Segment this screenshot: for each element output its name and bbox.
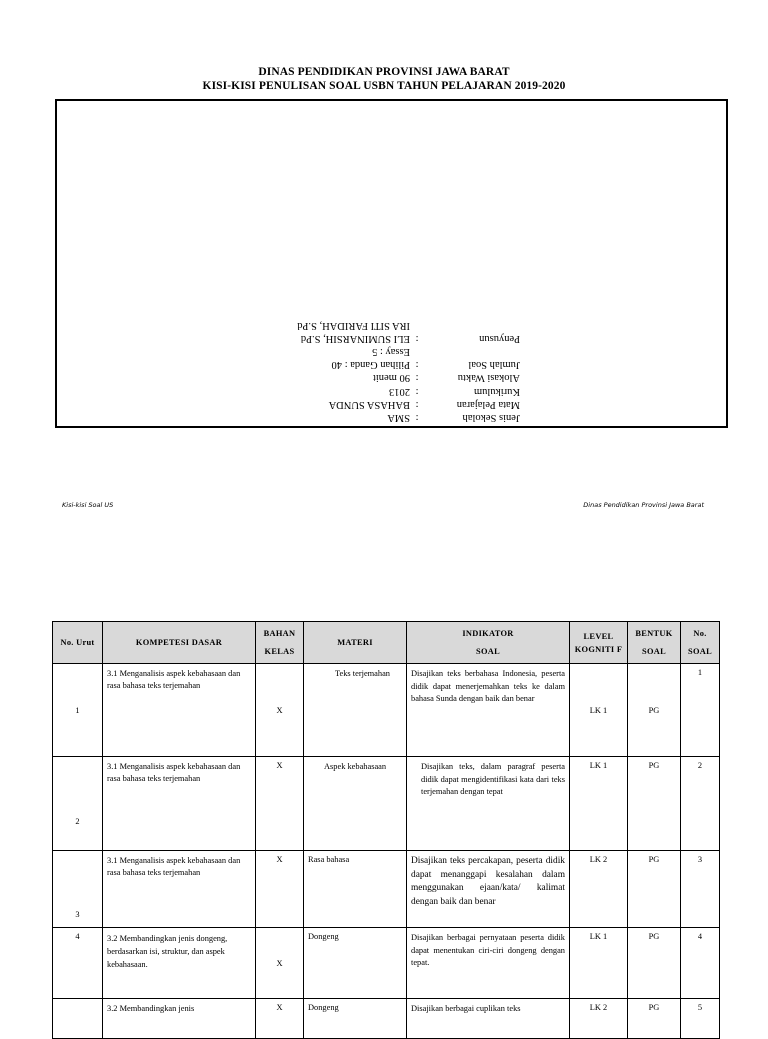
info-row	[260, 398, 520, 411]
cell-level: LK 2	[570, 851, 628, 928]
cell-kelas: X	[256, 664, 304, 757]
info-colon: :	[415, 332, 419, 344]
cell-level: LK 1	[570, 664, 628, 757]
cell-kelas: X	[256, 851, 304, 928]
cell-kompetensi-dasar: 3.1 Menganalisis aspek kebahasaan dan rasa bahasa teks terjemahan	[103, 757, 256, 851]
table-row	[53, 757, 720, 851]
cell-no-soal: 5	[681, 999, 720, 1039]
cell-materi: Aspek kebahasaan	[304, 757, 407, 851]
footer-left: Kisi-kisi Soal US	[62, 501, 114, 509]
cell-materi: Dongeng	[304, 999, 407, 1039]
info-colon: :	[415, 359, 419, 371]
header-no-urut: No. Urut	[53, 622, 103, 664]
cell-indikator: Disajikan teks berbahasa Indonesia, peserta didik dapat menerjemahkan teks ke dalam bahasa Sunda dengan baik dan benar	[407, 664, 570, 757]
info-row	[260, 318, 520, 331]
cell-no-urut: 2	[53, 757, 103, 851]
info-row	[260, 345, 520, 358]
info-colon: :	[415, 412, 419, 423]
cell-kompetensi-dasar: 3.1 Menganalisis aspek kebahasaan dan rasa bahasa teks terjemahan	[103, 851, 256, 928]
table-header-row	[53, 622, 720, 664]
info-value: 2013	[389, 385, 410, 397]
cell-materi: Rasa bahasa	[304, 851, 407, 928]
header-indikator-soal	[407, 622, 570, 664]
info-label: Jumlah Soal	[468, 359, 520, 371]
header-bentuk-soal	[628, 622, 681, 664]
cell-level: LK 1	[570, 757, 628, 851]
header-no: No.	[693, 629, 707, 638]
info-value: 90 menit	[372, 372, 410, 384]
info-label	[424, 318, 520, 331]
cell-bentuk: PG	[628, 757, 681, 851]
footer-right: Dinas Pendidikan Provinsi Jawa Barat	[583, 501, 704, 509]
cell-indikator: Disajikan berbagai cuplikan teks	[407, 999, 570, 1039]
cell-bentuk: PG	[628, 999, 681, 1039]
table-row	[53, 851, 720, 928]
info-value: ELI SUMINARSIH, S.Pd	[300, 332, 410, 344]
cell-no-urut: 1	[53, 664, 103, 757]
info-value: SMA	[387, 412, 410, 423]
info-value: Essay : 5	[372, 345, 410, 357]
info-colon: :	[415, 372, 419, 384]
cell-materi: Dongeng	[304, 928, 407, 999]
cell-no-urut: 3	[53, 851, 103, 928]
info-value: BAHASA SUNDA	[328, 398, 410, 410]
info-row	[260, 358, 520, 371]
cell-materi: Teks terjemahan	[304, 664, 407, 757]
cell-no-soal: 4	[681, 928, 720, 999]
cell-kelas: X	[256, 757, 304, 851]
header-no-soal-2: SOAL	[687, 647, 712, 656]
info-colon: :	[415, 385, 419, 397]
info-value: IRA SITI FARIDAH, S.Pd	[297, 319, 410, 331]
header-kelas: KELAS	[264, 647, 295, 656]
cell-kelas: X	[256, 999, 304, 1039]
header-bahan-kelas	[256, 622, 304, 664]
cell-kompetensi-dasar: 3.2 Membandingkan jenis	[103, 999, 256, 1039]
cell-no-urut	[53, 999, 103, 1039]
cell-bentuk: PG	[628, 851, 681, 928]
header-soal: SOAL	[475, 647, 500, 656]
info-colon	[410, 318, 424, 331]
header-indikator: INDIKATOR	[462, 629, 514, 638]
cell-indikator: Disajikan berbagai pernyataan peserta didik dapat menentukan ciri-ciri dongeng dengan tepat.	[407, 928, 570, 999]
info-label: Penyusun	[479, 332, 520, 344]
document-title: DINAS PENDIDIKAN PROVINSI JAWA BARAT	[258, 66, 510, 78]
header-no-soal	[681, 622, 720, 664]
info-row	[260, 411, 520, 424]
header-bentuk: BENTUK	[635, 629, 673, 638]
document-subtitle: KISI-KISI PENULISAN SOAL USBN TAHUN PELAJARAN 2019-2020	[202, 80, 566, 92]
header-bentuk-soal-2: SOAL	[641, 647, 666, 656]
cell-no-soal: 3	[681, 851, 720, 928]
cell-bentuk: PG	[628, 664, 681, 757]
info-label: Mata Pelajaran	[456, 398, 520, 410]
cell-no-soal: 2	[681, 757, 720, 851]
info-row	[260, 371, 520, 384]
info-colon: :	[415, 398, 419, 410]
cell-kelas: X	[256, 928, 304, 999]
header-kompetensi-dasar: KOMPETESI DASAR	[103, 622, 256, 664]
table-row	[53, 664, 720, 757]
info-label: Alokasi Waktu	[457, 372, 520, 384]
cell-kompetensi-dasar: 3.2 Membandingkan jenis dongeng, berdasarkan isi, struktur, dan aspek kebahasaan.	[103, 928, 256, 999]
header-level-kognitif: LEVEL KOGNITI F	[570, 622, 628, 664]
cell-level: LK 1	[570, 928, 628, 999]
cell-bentuk: PG	[628, 928, 681, 999]
info-label: Kurikulum	[473, 385, 520, 397]
kisi-kisi-table	[52, 621, 720, 1039]
cell-indikator: Disajikan teks percakapan, peserta didik dapat menanggapi kesalahan dalam menggunakan ejaan/kata/ kalimat dengan baik dan benar	[407, 851, 570, 928]
table-row	[53, 999, 720, 1039]
info-row	[260, 332, 520, 345]
info-row	[260, 384, 520, 397]
header-materi: MATERI	[304, 622, 407, 664]
cell-kompetensi-dasar: 3.1 Menganalisis aspek kebahasaan dan rasa bahasa teks terjemahan	[103, 664, 256, 757]
info-colon	[410, 345, 424, 358]
info-value: Pilihan Ganda : 40	[331, 359, 410, 371]
cell-indikator: Disajikan teks, dalam paragraf peserta didik dapat mengidentifikasi kata dari teks terjemahan dengan tepat	[407, 757, 570, 851]
info-label: Jenis Sekolah	[462, 412, 520, 423]
cell-level: LK 2	[570, 999, 628, 1039]
info-label	[424, 345, 520, 358]
table-row	[53, 928, 720, 999]
header-bahan: BAHAN	[263, 629, 296, 638]
cell-no-soal: 1	[681, 664, 720, 757]
identity-info-upside-down	[260, 302, 520, 424]
cell-no-urut: 4	[53, 928, 103, 999]
